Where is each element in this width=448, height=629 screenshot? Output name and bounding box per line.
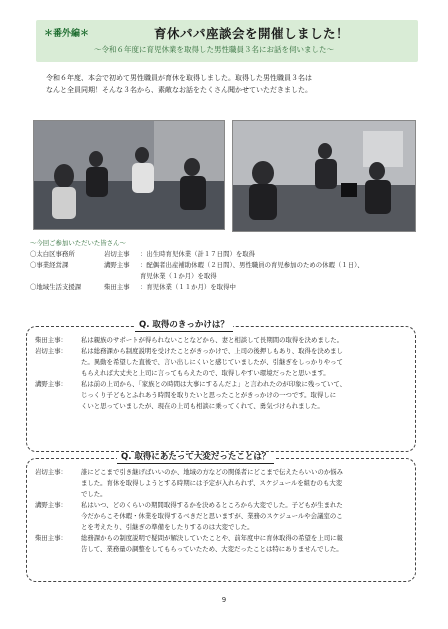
participant-org: 〇地域生活支援課	[30, 283, 82, 291]
question-box-reason	[26, 320, 416, 452]
answer-line: ました。育休を取得しようとする時期には予定が入れられず、スケジュールを組むのも大変	[81, 479, 343, 487]
answer-entry	[35, 500, 407, 533]
answer-line: 誰にどこまで引き継げばいいのか、地域の方などの関係者にどこまで伝えたらいいのか悩み	[81, 468, 344, 476]
answer-line: 今だからこそ休暇・休業を取得するべきだと思いますが、業務のスケジュールや会議室のこ	[81, 512, 343, 520]
answer-line: 私はいつ、どのくらいの期間取得するかを決めるところから大変でした。子どもが生まれた	[81, 501, 343, 509]
participant-org: 〇太白区事務所	[30, 250, 75, 258]
participants-list	[30, 238, 420, 293]
answer-line: とを考えたり、引継ぎの準備をしたりするのは大変でした。	[81, 523, 254, 531]
answer-line: くいと思っていましたが、現在の上司も相談に乗ってくれて、勇気づけられました。	[81, 402, 324, 410]
answer-line: もらえれば大丈夫と上司に言ってもらえたので、取得しやすい環境だったと思います。	[81, 369, 330, 377]
participant-org: 〇事業経営課	[30, 261, 69, 269]
participant-row	[30, 260, 420, 271]
speaker-name: 柴田主事：	[35, 336, 67, 344]
answer-entry	[35, 379, 407, 412]
speaker-name: 岩切主事：	[35, 468, 67, 476]
answer-line: 私は前の上司から、「家族との時間は大事にするんだよ」と言われたのが印象に残っていて、	[81, 380, 347, 388]
extra-edition-tag: ＊番外編＊	[44, 29, 90, 39]
speaker-name: 柴田主事：	[35, 534, 67, 542]
participant-name: 溝野主事	[104, 261, 130, 269]
intro-line: 令和６年度、本会で初めて男性職員が育休を取得しました。取得した男性職員３名は	[46, 74, 312, 82]
answer-entry	[35, 533, 407, 555]
intro-line: なんと全員同期！そんな３名から、素敵なお話をたくさん聞かせていただきました。	[46, 86, 312, 94]
answer-line: た。異動を希望した直後で、言い出しにくいと感じていましたが、引継ぎをしっかりやって	[81, 358, 343, 366]
answer-line: 告して、業務量の調整をしてもらっていたため、大変だったことは特にありませんでした。	[81, 545, 343, 553]
question-title: Q. 取得のきっかけは？	[135, 320, 233, 332]
intro-paragraph	[46, 72, 406, 96]
answer-line: 私は総務課から制度説明を受けたことがきっかけで、上司の後押しもあり、取得を決めまし	[81, 347, 343, 355]
speaker-name: 溝野主事：	[35, 501, 67, 509]
question-box-difficulties	[26, 452, 416, 582]
participant-row-continued	[30, 271, 420, 282]
question-title: Q. 取得にあたって大変だったことは？	[117, 452, 274, 464]
speaker-name: 溝野主事：	[35, 380, 67, 388]
header-banner	[36, 20, 418, 62]
answer-line: 私は親族のサポートが得られないことなどから、妻と相談して長期間の取得を決めました。	[81, 336, 344, 344]
speaker-name: 岩切主事：	[35, 347, 67, 355]
page-number: 9	[221, 596, 227, 604]
page-title: 育休パパ座談会を開催しました！	[154, 26, 350, 41]
answer-line: じっくり子どもとふれあう時間を取りたいと思ったことがきっかけの一つです。取得しに	[81, 391, 337, 399]
answers	[35, 467, 407, 555]
answer-entry	[35, 335, 407, 346]
page-subtitle: ～令和６年度に育児休業を取得した男性職員３名にお話を伺いました～	[94, 45, 334, 54]
participants-title: ～今回ご参加いただいた皆さん～	[30, 239, 126, 247]
answer-line: でした。	[81, 490, 107, 498]
participant-name: 柴田主事	[104, 283, 130, 291]
participant-row	[30, 249, 420, 260]
participant-leave-detail-cont: 育児休業（１か月）を取得	[140, 272, 217, 280]
answer-line: 総務課からの制度説明で疑問が解決していたことや、前年度中に育休取得の希望を上司に報	[81, 534, 343, 542]
participant-name: 岩切主事	[104, 250, 130, 258]
answer-entry	[35, 346, 407, 379]
participant-leave-detail: ：育児休業（１１か月）を取得中	[140, 283, 236, 291]
answers	[35, 335, 407, 412]
participant-leave-detail: ：配偶者出産補助休暇（２日間）、男性職員の育児参加のための休暇（１日）、	[140, 261, 364, 269]
roundtable-photo-2	[232, 120, 416, 232]
answer-entry	[35, 467, 407, 500]
participant-leave-detail: ：出生時育児休業（計１７日間）を取得	[140, 250, 256, 258]
participant-row	[30, 282, 420, 293]
roundtable-photo-1	[33, 120, 225, 230]
